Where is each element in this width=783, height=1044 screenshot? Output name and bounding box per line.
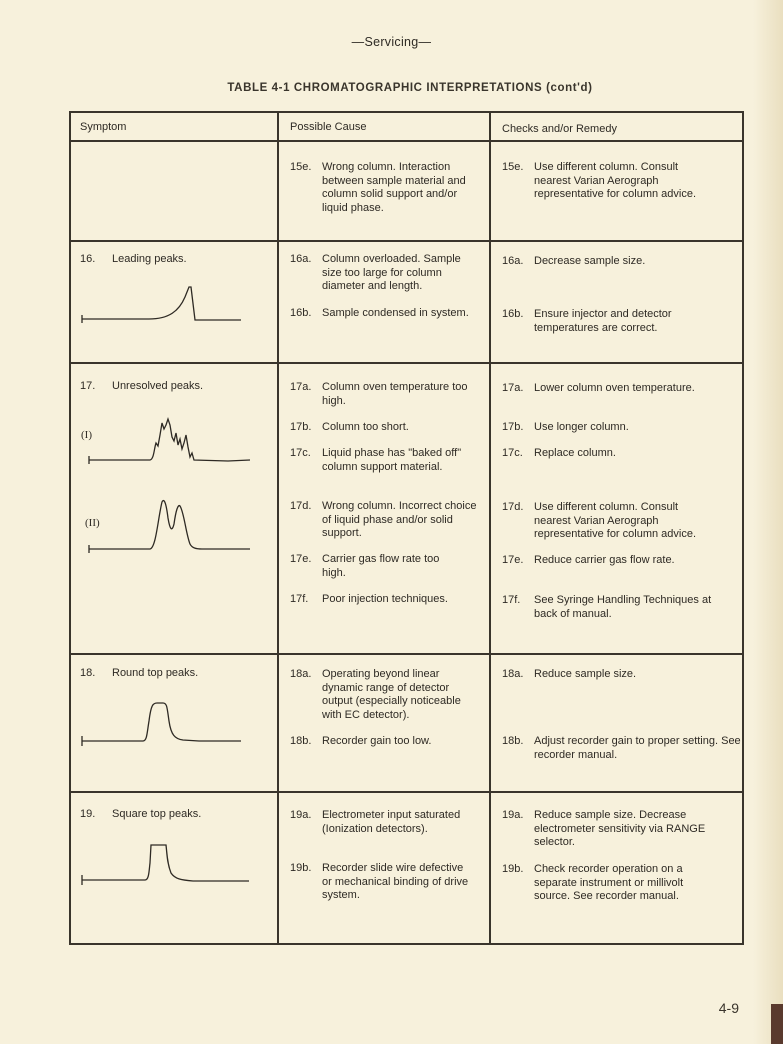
cause-item: 17d. Wrong column. Incorrect choice of liquid phase and/or solid support. xyxy=(290,500,477,539)
page-corner-binding xyxy=(771,1004,783,1044)
unresolved-peaks-trace-II xyxy=(88,498,253,553)
symptom-18: 18. Round top peaks. xyxy=(80,667,199,679)
remedy-item: 19b. Check recorder operation on a separate instrument or millivolt source. See recorder manual. xyxy=(502,863,684,902)
header-symptom: Symptom xyxy=(80,121,127,133)
symptom-19: 19. Square top peaks. xyxy=(80,808,202,820)
table-title: TABLE 4-1 CHROMATOGRAPHIC INTERPRETATIONS (cont'd) xyxy=(227,82,593,94)
remedy-item: 17a. Lower column oven temperature. xyxy=(502,382,695,394)
remedy-item: 16a. Decrease sample size. xyxy=(502,255,646,267)
remedy-item: 19a. Reduce sample size. Decrease electrometer sensitivity via RANGE selector. xyxy=(502,809,706,848)
remedy-item: 18a. Reduce sample size. xyxy=(502,668,637,680)
remedy-item: 17e. Reduce carrier gas flow rate. xyxy=(502,554,675,566)
cause-item: 16b. Sample condensed in system. xyxy=(290,307,469,319)
row-divider xyxy=(71,653,742,655)
column-divider xyxy=(489,113,491,943)
row-divider xyxy=(71,791,742,793)
cause-item: 15e. Wrong column. Interaction between sample material and column solid support and/or liquid phase. xyxy=(290,161,466,214)
remedy-item: 17b. Use longer column. xyxy=(502,421,629,433)
remedy-item: 17f. See Syringe Handling Techniques at back of manual. xyxy=(502,594,712,620)
row-divider xyxy=(71,362,742,364)
remedy-item: 16b. Ensure injector and detector temperatures are correct. xyxy=(502,308,672,334)
header-divider xyxy=(71,140,742,142)
page-edge-shading xyxy=(753,0,783,1044)
figure-label-II: (II) xyxy=(85,517,100,529)
remedy-item: 17c. Replace column. xyxy=(502,447,616,459)
interpretations-table xyxy=(69,111,744,945)
cause-item: 17a. Column oven temperature too high. xyxy=(290,381,468,407)
round-top-peak-trace xyxy=(81,701,246,746)
header-possible-cause: Possible Cause xyxy=(290,121,367,133)
square-top-peak-trace xyxy=(81,843,251,885)
cause-item: 17b. Column too short. xyxy=(290,421,409,433)
cause-item: 19b. Recorder slide wire defective or mechanical binding of drive system. xyxy=(290,862,469,901)
leading-peak-trace xyxy=(81,283,246,323)
figure-label-I: (I) xyxy=(81,429,92,441)
header-checks-remedy: Checks and/or Remedy xyxy=(502,123,617,135)
cause-item: 18b. Recorder gain too low. xyxy=(290,735,432,747)
remedy-item: 15e. Use different column. Consult nearest Varian Aerograph representative for column advice. xyxy=(502,161,697,200)
cause-item: 16a. Column overloaded. Sample size too large for column diameter and length. xyxy=(290,253,461,292)
symptom-17: 17. Unresolved peaks. xyxy=(80,380,204,392)
cause-item: 17c. Liquid phase has "baked off" column support material. xyxy=(290,447,462,473)
remedy-item: 17d. Use different column. Consult nearest Varian Aerograph representative for column advice. xyxy=(502,501,697,540)
cause-item: 17f. Poor injection techniques. xyxy=(290,593,448,605)
remedy-item: 18b. Adjust recorder gain to proper setting. See recorder manual. xyxy=(502,735,741,761)
row-divider xyxy=(71,240,742,242)
unresolved-peaks-trace-I xyxy=(88,413,253,465)
cause-item: 18a. Operating beyond linear dynamic range of detector output (especially noticeable with EC detector). xyxy=(290,668,461,721)
running-head: —Servicing— xyxy=(351,35,432,49)
cause-item: 17e. Carrier gas flow rate too high. xyxy=(290,553,440,579)
page-number: 4-9 xyxy=(718,1000,739,1016)
cause-item: 19a. Electrometer input saturated (Ionization detectors). xyxy=(290,809,461,835)
column-divider xyxy=(277,113,279,943)
symptom-16: 16. Leading peaks. xyxy=(80,253,187,265)
